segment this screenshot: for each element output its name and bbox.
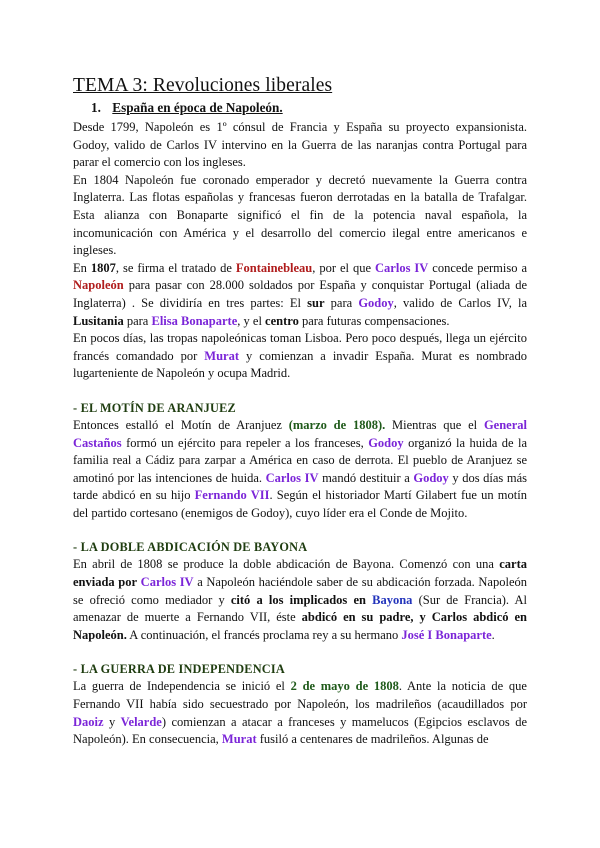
- paragraph-fontainebleau: En 1807, se firma el tratado de Fontainebleau, por el que Carlos IV concede permiso a Napoleón para pasar con 28.000 soldados por España y conquistar Portugal (aliada de Inglaterra) . Se dividiría en tres partes: El sur para Godoy, valido de Carlos IV, la Lusitania para Elisa Bonaparte, y el centro para futuras compensaciones.: [73, 260, 527, 328]
- murat-term: Murat: [204, 348, 239, 363]
- elisa-term: Elisa Bonaparte: [151, 313, 238, 328]
- section-heading: [91, 98, 527, 117]
- napoleon-term: Napoleón: [73, 278, 124, 293]
- section-title: España en época de Napoleón.: [112, 100, 283, 115]
- paragraph-consul: Desde 1799, Napoleón es 1º cónsul de Francia y España su proyecto expansionista. Godoy, valido de Carlos IV intervino en la Guerra de las naranjas contra Portugal para parar el comercio con los ingleses.: [73, 120, 527, 170]
- paragraph-trafalgar: En 1804 Napoleón fue coronado emperador y decretó nuevamente la Guerra contra Inglaterra. Las flotas españolas y francesas fueron derrotadas en la batalla de Trafalgar. Esta alianza con Bonaparte significó el fin de la potencia naval española, la incomunicación con América y el desarrollo del comercio ilegal entre americanos e ingleses.: [73, 172, 527, 258]
- paragraph-motin: Entonces estalló el Motín de Aranjuez (marzo de 1808). Mientras que el General Castaños formó un ejército para repeler a los franceses, Godoy organizó la huida de la familia real a Cádiz para zarpar a América en caso de derrota. El pueblo de Aranjuez se amotinó por las intenciones de huida. Carlos IV mandó destituir a Godoy y dos días más tarde abdicó en su hijo Fernando VII. Según el historiador Martí Gilabert fue un motín del partido cortesano (enemigos de Godoy), cuyo líder era el Conde de Mojito.: [73, 417, 528, 520]
- carlos-iv-term: Carlos IV: [375, 260, 429, 275]
- paragraph-guerra: La guerra de Independencia se inició el 2 de mayo de 1808. Ante la noticia de que Fernando VII había sido secuestrado por Napoleón, los madrileños (acaudillados por Daoiz y Velarde) comienzan a atacar a franceses y mamelucos (Egipcios esclavos de Napoleón). En consecuencia, Murat fusiló a centenares de madrileños. Algunas de: [73, 679, 528, 747]
- heading-bayona: - LA DOBLE ABDICACIÓN DE BAYONA: [73, 540, 308, 555]
- section-number: 1.: [91, 100, 101, 115]
- year-1807: 1807: [90, 260, 116, 275]
- page-title: TEMA 3: Revoluciones liberales: [73, 75, 333, 96]
- fontainebleau-term: Fontainebleau: [235, 260, 313, 275]
- heading-motin: - EL MOTÍN DE ARANJUEZ: [73, 400, 236, 415]
- heading-guerra: - LA GUERRA DE INDEPENDENCIA: [73, 662, 285, 677]
- godoy-term: Godoy: [358, 295, 394, 310]
- paragraph-bayona: En abril de 1808 se produce la doble abdicación de Bayona. Comenzó con una carta enviada por Carlos IV a Napoleón haciéndole saber de su abdicación forzada. Napoleón se ofreció como mediador y citó a los implicados en Bayona (Sur de Francia). Al amenazar de muerte a Fernando VII, éste abdicó en su padre, y Carlos abdicó en Napoleón. A continuación, el francés proclama rey a su hermano José I Bonaparte.: [73, 557, 528, 642]
- document-page: [73, 74, 527, 749]
- paragraph-lisboa: En pocos días, las tropas napoleónicas toman Lisboa. Pero poco después, llega un ejército francés comandado por Murat y comienzan a invadir España. Murat es nombrado lugarteniente de Napoleón y ocupa Madrid.: [73, 331, 527, 381]
